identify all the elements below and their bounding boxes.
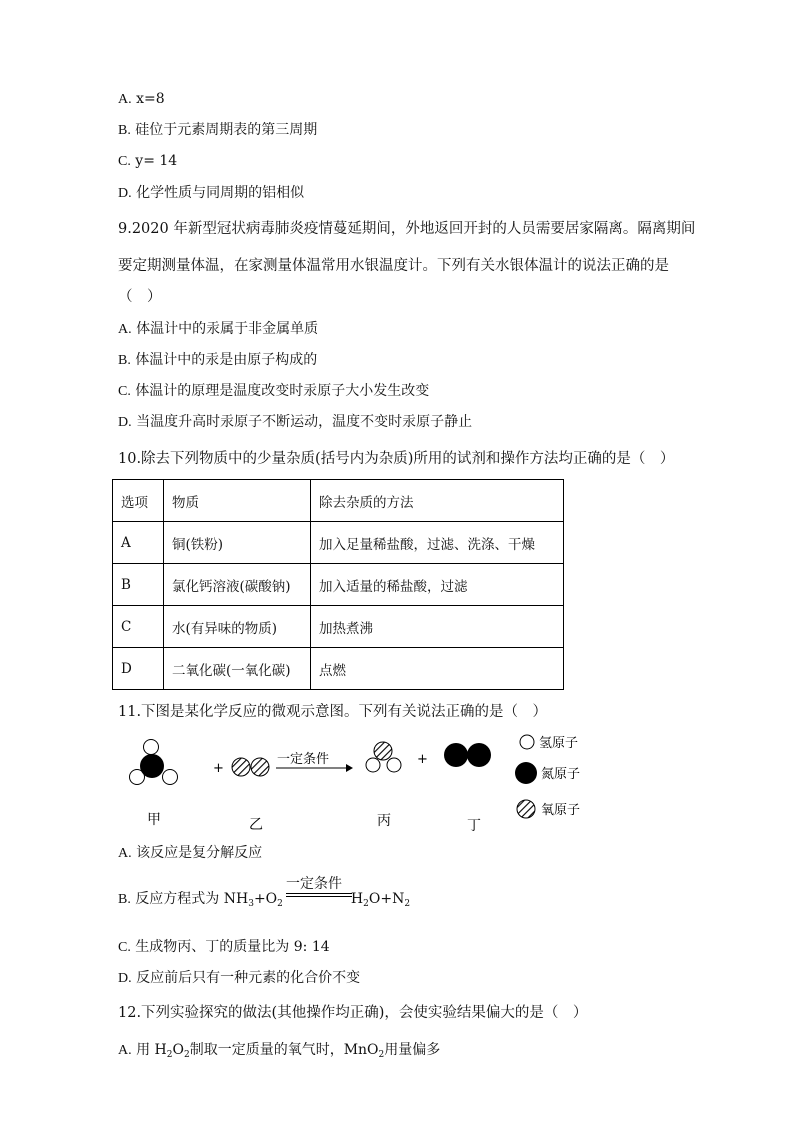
q9-answer-paren: （ ） <box>118 289 162 305</box>
q12-option-a <box>118 1041 440 1064</box>
q9-stem-line2: 要定期测量体温，在家测量体温常用水银温度计。下列有关水银体温计的说法正确的是 <box>118 258 669 274</box>
legend-oxygen-label: 氧原子 <box>541 803 581 818</box>
molecule-h2o <box>366 742 401 772</box>
molecule-n2 <box>444 743 491 767</box>
formula-products <box>351 891 410 907</box>
option-letter: C. <box>118 940 131 955</box>
subscript: 2 <box>183 1050 190 1060</box>
table-row <box>113 522 564 564</box>
oxygen-atom-icon <box>517 800 535 818</box>
equation-prefix: 反应方程式为 <box>135 891 224 907</box>
q10-stem: 10.除去下列物质中的少量杂质(括号内为杂质)所用的试剂和操作方法均正确的是（ ） <box>118 451 675 467</box>
prev-option-b <box>118 121 317 140</box>
name-jia: 甲 <box>147 812 161 828</box>
q11-option-d <box>118 969 360 988</box>
prev-option-c <box>118 152 177 171</box>
q9-option-a <box>118 320 318 339</box>
molecule-o2 <box>232 758 269 776</box>
subscript: 2 <box>277 899 283 909</box>
option-letter: C. <box>118 154 131 169</box>
table-cell: 加入足量稀盐酸，过滤、洗涤、干燥 <box>311 522 564 564</box>
table-header-cell: 选项 <box>113 480 164 522</box>
table-row <box>113 564 564 606</box>
q11-option-b <box>118 890 410 913</box>
table-header-cell: 除去杂质的方法 <box>311 480 564 522</box>
molecule-nh3 <box>130 740 178 785</box>
arrow-head-icon <box>346 764 353 772</box>
q11-option-a <box>118 844 262 863</box>
option-letter: D. <box>118 971 132 986</box>
table-cell: B <box>113 564 164 606</box>
prev-option-d <box>118 184 304 203</box>
option-text: O <box>172 1042 184 1058</box>
option-letter: A. <box>118 846 132 861</box>
plus-sign: + <box>417 752 428 767</box>
formula-text: H <box>350 891 364 907</box>
prev-option-a <box>118 90 165 109</box>
option-text: 硅位于元素周期表的第三周期 <box>135 122 318 138</box>
subscript: 2 <box>363 899 369 909</box>
q9-option-d <box>118 413 472 432</box>
name-yi: 乙 <box>249 817 263 833</box>
equation-condition: 一定条件 <box>286 876 342 892</box>
table-cell: 点燃 <box>311 648 564 690</box>
option-text: 当温度升高时汞原子不断运动，温度不变时汞原子静止 <box>136 414 473 430</box>
legend <box>515 735 580 818</box>
q11-stem: 11.下图是某化学反应的微观示意图。下列有关说法正确的是（ ） <box>118 704 548 720</box>
option-text: y= 14 <box>135 153 178 169</box>
hydrogen-atom-icon <box>520 735 534 749</box>
option-letter: B. <box>118 123 131 138</box>
option-text: 制取一定质量的氧气时，MnO <box>189 1042 379 1058</box>
option-text: 体温计中的汞是由原子构成的 <box>135 352 318 368</box>
option-text: x=8 <box>136 91 165 107</box>
table-cell: A <box>113 522 164 564</box>
nitrogen-atom-icon <box>515 762 537 784</box>
name-bing: 丙 <box>377 813 391 829</box>
table-row <box>113 606 564 648</box>
table-cell: 水(有异味的物质) <box>164 606 311 648</box>
name-ding: 丁 <box>467 818 481 834</box>
subscript: 3 <box>248 899 254 909</box>
q9-option-c <box>118 382 429 401</box>
option-text: 用 H <box>136 1042 167 1058</box>
option-letter: B. <box>118 353 131 368</box>
formula-nh3 <box>224 891 283 907</box>
option-text: 反应前后只有一种元素的化合价不变 <box>136 970 361 986</box>
option-text: 体温计中的汞属于非金属单质 <box>136 321 319 337</box>
table-cell: D <box>113 648 164 690</box>
arrow-condition-label: 一定条件 <box>277 752 330 767</box>
reaction-diagram <box>110 733 590 843</box>
formula-text: O+N <box>368 891 405 907</box>
table-header-cell: 物质 <box>164 480 311 522</box>
option-text: 体温计的原理是温度改变时汞原子大小发生改变 <box>135 383 430 399</box>
legend-hydrogen-label: 氢原子 <box>539 736 579 751</box>
impurity-removal-table <box>112 479 564 690</box>
option-text: 化学性质与同周期的铝相似 <box>136 185 305 201</box>
subscript: 2 <box>166 1050 173 1060</box>
option-letter: A. <box>118 322 132 337</box>
option-letter: A. <box>118 92 132 107</box>
option-letter: C. <box>118 384 131 399</box>
option-text: 用量偏多 <box>384 1042 441 1058</box>
table-cell: 铜(铁粉) <box>164 522 311 564</box>
option-letter: D. <box>118 415 132 430</box>
option-letter: A. <box>118 1043 132 1058</box>
q12-stem: 12.下列实验探究的做法(其他操作均正确)，会使实验结果偏大的是（ ） <box>118 1005 588 1021</box>
table-cell: 加热煮沸 <box>311 606 564 648</box>
option-text: 该反应是复分解反应 <box>136 845 263 861</box>
table-cell: 氯化钙溶液(碳酸钠) <box>164 564 311 606</box>
plus-sign: + <box>213 761 224 776</box>
q9-option-b <box>118 351 317 370</box>
q11-option-c <box>118 938 330 957</box>
table-cell: 二氧化碳(一氧化碳) <box>164 648 311 690</box>
table-cell: 加入适量的稀盐酸，过滤 <box>311 564 564 606</box>
option-letter: D. <box>118 186 132 201</box>
formula-text: NH <box>223 891 249 907</box>
subscript: 2 <box>404 899 411 909</box>
table-row <box>113 648 564 690</box>
subscript: 2 <box>378 1050 385 1060</box>
table-cell: C <box>113 606 164 648</box>
option-letter: B. <box>118 892 131 907</box>
formula-text: +O <box>253 891 278 907</box>
option-text: 生成物丙、丁的质量比为 9: 14 <box>135 939 330 955</box>
q9-stem-line1: 9.2020 年新型冠状病毒肺炎疫情蔓延期间，外地返回开封的人员需要居家隔离。隔离期间 <box>118 221 696 237</box>
table-header-row <box>113 480 564 522</box>
legend-nitrogen-label: 氮原子 <box>541 767 581 782</box>
